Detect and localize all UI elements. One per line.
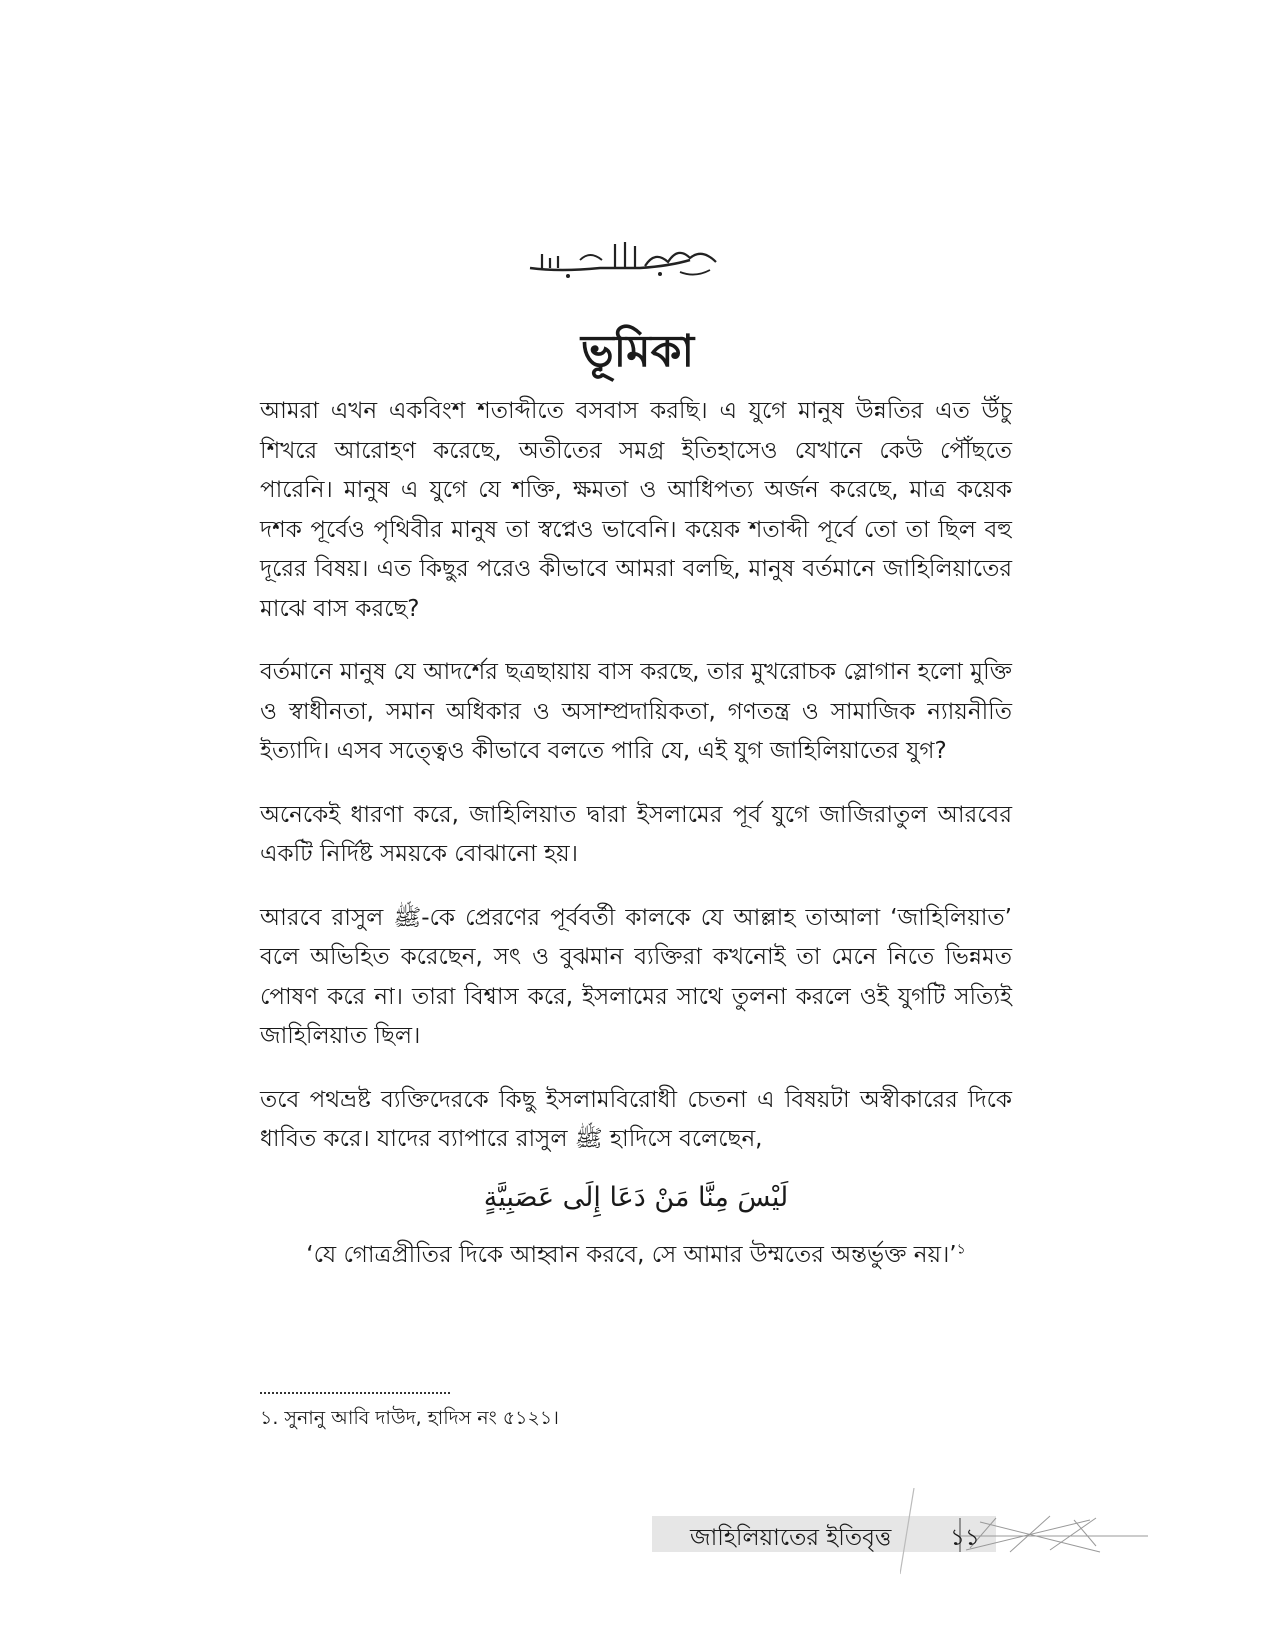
paragraph: আমরা এখন একবিংশ শতাব্দীতে বসবাস করছি। এ যুগে মানুষ উন্নতির এত উঁচু শিখরে আরোহণ করেছে, অতীতের সমগ্র ইতিহাসেও যেখানে কেউ পৌঁছতে পারেনি। মানুষ এ যুগে যে শক্তি, ক্ষমতা ও আধিপত্য অর্জন করেছে, মাত্র কয়েক দশক পূর্বেও পৃথিবীর মানুষ তা স্বপ্নেও ভাবেনি। কয়েক শতাব্দী পূর্বে তো তা ছিল বহু দূরের বিষয়। এত কিছুর পরেও কীভাবে আমরা বলছি, মানুষ বর্তমানে জাহিলিয়াতের মাঝে বাস করছে? bbox=[260, 398, 1012, 622]
bismillah-calligraphy-icon bbox=[520, 232, 730, 282]
footnote-marker[interactable]: ১ bbox=[956, 1241, 966, 1258]
main-text bbox=[260, 392, 1012, 1184]
footnote-divider bbox=[260, 1392, 450, 1394]
paragraph: তবে পথভ্রষ্ট ব্যক্তিদেরকে কিছু ইসলামবিরোধী চেতনা এ বিষয়টা অস্বীকারের দিকে ধাবিত করে। যাদের ব্যাপারে রাসুল ﷺ হাদিসে বলেছেন, bbox=[260, 1086, 1012, 1152]
hadith-translation bbox=[260, 1236, 1012, 1275]
paragraph: বর্তমানে মানুষ যে আদর্শের ছত্রছায়ায় বাস করছে, তার মুখরোচক স্লোগান হলো মুক্তি ও স্বাধীনতা, সমান অধিকার ও অসাম্প্রদায়িকতা, গণতন্ত্র ও সামাজিক ন্যায়নীতি ইত্যাদি। এসব সত্ত্বেও কীভাবে বলতে পারি যে, এই যুগ জাহিলিয়াতের যুগ? bbox=[260, 659, 1012, 764]
page-number: ১১ bbox=[950, 1525, 980, 1551]
hadith-arabic: لَيْسَ مِنَّا مَنْ دَعَا إِلَى عَصَبِيَّةٍ bbox=[483, 1182, 789, 1213]
page-title: ভূমিকা bbox=[580, 326, 695, 377]
paragraph: আরবে রাসুল ﷺ-কে প্রেরণের পূর্ববর্তী কালকে যে আল্লাহ তাআলা ‘জাহিলিয়াত’ বলে অভিহিত করেছেন, সৎ ও বুঝমান ব্যক্তিরা কখনোই তা মেনে নিতে ভিন্নমত পোষণ করে না। তারা বিশ্বাস করে, ইসলামের সাথে তুলনা করলে ওই যুগটি সত্যিই জাহিলিয়াত ছিল। bbox=[260, 904, 1012, 1049]
hadith-translation-text: ‘যে গোত্রপ্রীতির দিকে আহ্বান করবে, সে আমার উম্মতের অন্তর্ভুক্ত নয়।’ bbox=[306, 1242, 957, 1268]
footer-decoration-icon bbox=[900, 1488, 1150, 1583]
footnote: ১. সুনানু আবি দাউদ, হাদিস নং ৫১২১। bbox=[260, 1407, 559, 1429]
footer-book-title: জাহিলিয়াতের ইতিবৃত্ত bbox=[690, 1525, 892, 1551]
paragraph: অনেকেই ধারণা করে, জাহিলিয়াত দ্বারা ইসলামের পূর্ব যুগে জাজিরাতুল আরবের একটি নির্দিষ্ট সময়কে বোঝানো হয়। bbox=[260, 801, 1012, 867]
